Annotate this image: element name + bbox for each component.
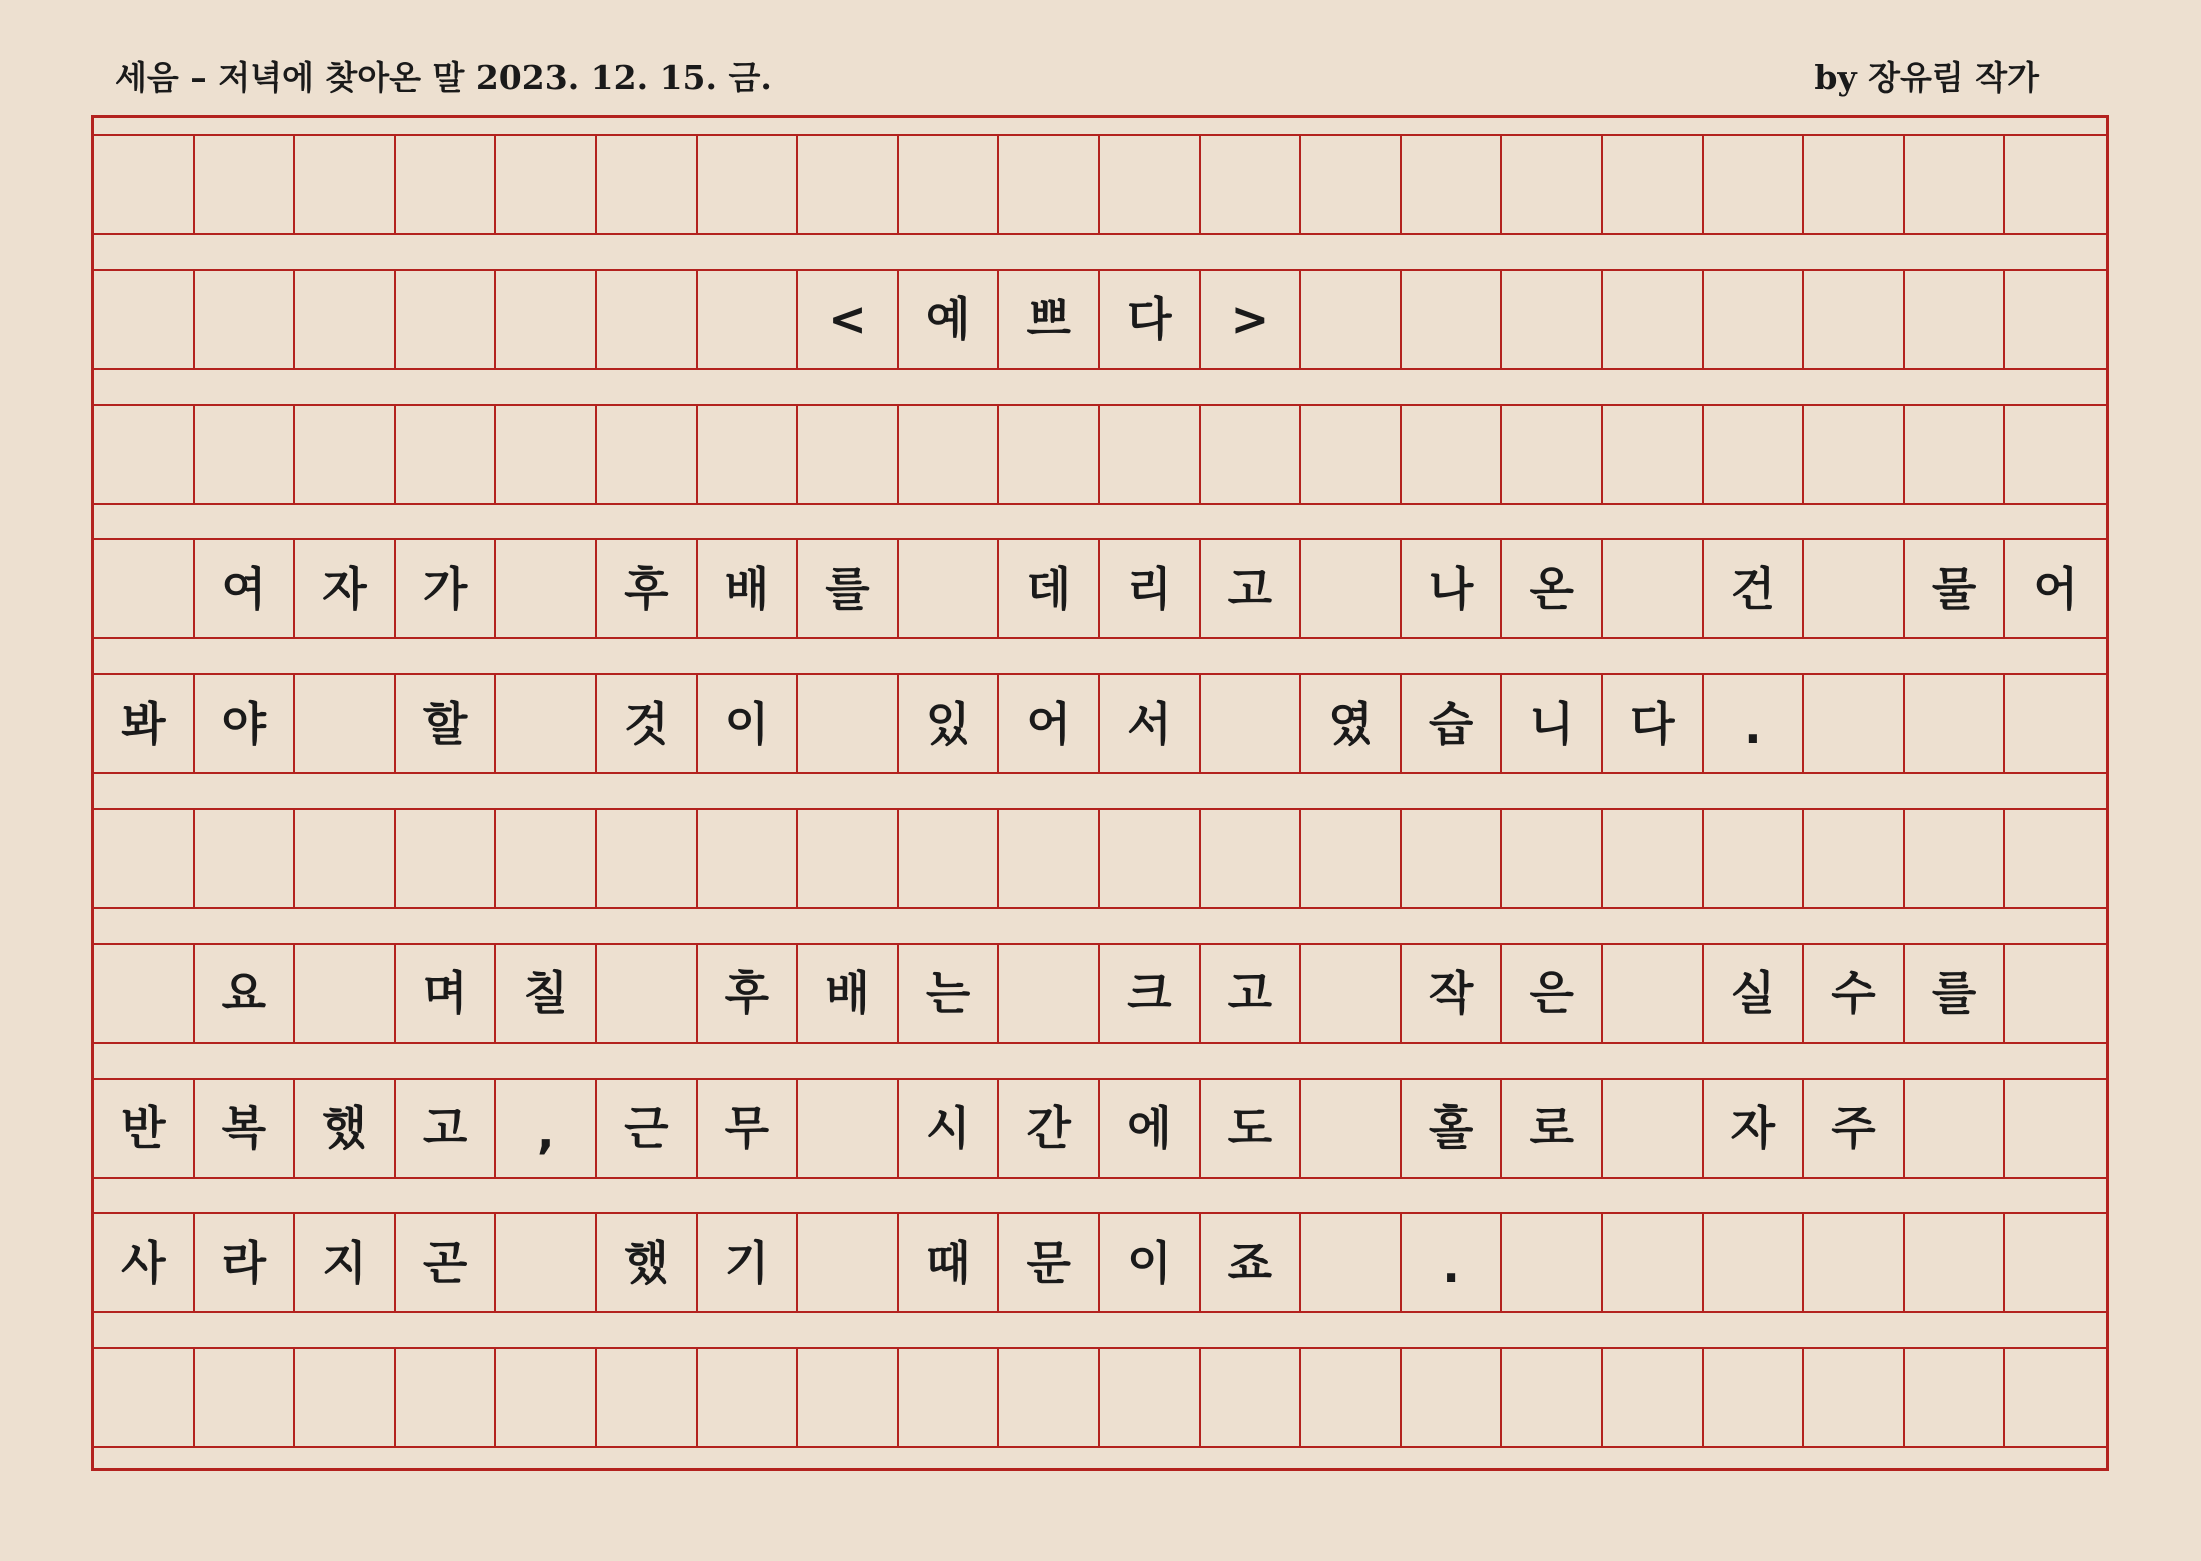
grid-cell [899, 540, 1000, 637]
grid-cell [899, 810, 1000, 907]
grid-cell: 였 [1301, 675, 1402, 772]
grid-cell: 주 [1804, 1080, 1905, 1177]
grid-cell [1502, 136, 1603, 233]
grid-cell [195, 406, 296, 503]
header-title: 세음 – 저녁에 찾아온 말 2023. 12. 15. 금. [115, 58, 772, 97]
grid-row [94, 1078, 2106, 1179]
grid-cell: 때 [899, 1214, 1000, 1311]
grid-cell [295, 810, 396, 907]
grid-cell: 가 [396, 540, 497, 637]
grid-cell: 곤 [396, 1214, 497, 1311]
grid-cell [496, 1349, 597, 1446]
grid-cell [1905, 675, 2006, 772]
grid-cell: 로 [1502, 1080, 1603, 1177]
grid-cell: 는 [899, 945, 1000, 1042]
grid-row [94, 538, 2106, 639]
grid-cell: 예 [899, 271, 1000, 368]
grid-cell [999, 945, 1100, 1042]
grid-cell [195, 810, 296, 907]
grid-cell [1704, 271, 1805, 368]
grid-cell: . [1402, 1214, 1503, 1311]
grid-cell: 니 [1502, 675, 1603, 772]
grid-cell [1704, 810, 1805, 907]
grid-cell [999, 406, 1100, 503]
grid-cell [2005, 406, 2106, 503]
grid-cell [1502, 810, 1603, 907]
grid-cell: 고 [1201, 945, 1302, 1042]
grid-cell [597, 136, 698, 233]
grid-cell [1804, 1214, 1905, 1311]
grid-cell [698, 136, 799, 233]
grid-cell: 문 [999, 1214, 1100, 1311]
grid-cell [396, 271, 497, 368]
grid-cell: 고 [1201, 540, 1302, 637]
grid-cell: 요 [195, 945, 296, 1042]
grid-cell [496, 1214, 597, 1311]
grid-row [94, 943, 2106, 1044]
grid-cell [295, 271, 396, 368]
grid-cell [798, 675, 899, 772]
grid-row [94, 134, 2106, 235]
grid-cell: 며 [396, 945, 497, 1042]
grid-cell: 도 [1201, 1080, 1302, 1177]
grid-cell [1603, 1080, 1704, 1177]
grid-cell [1402, 1349, 1503, 1446]
grid-cell [1905, 406, 2006, 503]
grid-cell [195, 271, 296, 368]
grid-cell: 온 [1502, 540, 1603, 637]
grid-cell [2005, 271, 2106, 368]
grid-cell [1704, 406, 1805, 503]
grid-cell [496, 271, 597, 368]
grid-cell [1402, 810, 1503, 907]
grid-cell [1301, 1080, 1402, 1177]
grid-cell [1704, 1214, 1805, 1311]
grid-cell [1603, 1214, 1704, 1311]
grid-cell [94, 945, 195, 1042]
grid-cell [1905, 271, 2006, 368]
grid-cell [798, 136, 899, 233]
grid-row [94, 404, 2106, 505]
grid-cell [1100, 136, 1201, 233]
grid-cell [798, 1349, 899, 1446]
grid-cell: 복 [195, 1080, 296, 1177]
grid-cell [496, 810, 597, 907]
grid-cell [1704, 136, 1805, 233]
grid-cell [1603, 540, 1704, 637]
grid-cell [496, 540, 597, 637]
grid-row [94, 1212, 2106, 1313]
grid-cell [1201, 136, 1302, 233]
grid-cell [396, 1349, 497, 1446]
grid-cell: 리 [1100, 540, 1201, 637]
grid-cell: < [798, 271, 899, 368]
grid-cell: 수 [1804, 945, 1905, 1042]
grid-cell [1301, 810, 1402, 907]
grid-cell [698, 271, 799, 368]
grid-cell [798, 406, 899, 503]
grid-cell [295, 675, 396, 772]
grid-cell: 간 [999, 1080, 1100, 1177]
grid-cell: 있 [899, 675, 1000, 772]
grid-cell: 실 [1704, 945, 1805, 1042]
grid-cell [1603, 136, 1704, 233]
grid-cell: 쁘 [999, 271, 1100, 368]
grid-cell: 다 [1603, 675, 1704, 772]
grid-cell: 시 [899, 1080, 1000, 1177]
grid-cell [1201, 1349, 1302, 1446]
grid-cell [2005, 1080, 2106, 1177]
grid-cell: 후 [698, 945, 799, 1042]
grid-cell: 죠 [1201, 1214, 1302, 1311]
grid-cell [195, 136, 296, 233]
grid-cell [1301, 406, 1402, 503]
grid-cell [1502, 1349, 1603, 1446]
grid-cell [1301, 1349, 1402, 1446]
grid-cell [1100, 810, 1201, 907]
grid-cell: 후 [597, 540, 698, 637]
grid-cell: 기 [698, 1214, 799, 1311]
grid-cell [798, 1080, 899, 1177]
grid-cell: , [496, 1080, 597, 1177]
grid-cell: 를 [1905, 945, 2006, 1042]
grid-cell [1804, 540, 1905, 637]
grid-cell [94, 136, 195, 233]
grid-cell [999, 136, 1100, 233]
grid-cell: 근 [597, 1080, 698, 1177]
grid-cell: 무 [698, 1080, 799, 1177]
grid-cell: 했 [597, 1214, 698, 1311]
grid-cell [1502, 1214, 1603, 1311]
grid-cell [1301, 271, 1402, 368]
grid-cell [1301, 1214, 1402, 1311]
grid-cell [1402, 271, 1503, 368]
grid-cell: 에 [1100, 1080, 1201, 1177]
grid-cell [597, 945, 698, 1042]
grid-cell: 자 [1704, 1080, 1805, 1177]
grid-cell: 데 [999, 540, 1100, 637]
manuscript-sheet [91, 115, 2109, 1471]
grid-cell [1804, 136, 1905, 233]
grid-cell: 를 [798, 540, 899, 637]
grid-cell: 여 [195, 540, 296, 637]
grid-cell [1301, 136, 1402, 233]
grid-cell: 배 [798, 945, 899, 1042]
grid-cell: 작 [1402, 945, 1503, 1042]
grid-cell: 건 [1704, 540, 1805, 637]
grid-cell: 봐 [94, 675, 195, 772]
grid-cell [1603, 810, 1704, 907]
grid-cell [1804, 675, 1905, 772]
grid-cell [1502, 271, 1603, 368]
grid-cell [1603, 945, 1704, 1042]
grid-cell: 이 [1100, 1214, 1201, 1311]
grid-cell [899, 406, 1000, 503]
grid-cell [195, 1349, 296, 1446]
grid-cell [94, 271, 195, 368]
grid-cell [295, 1349, 396, 1446]
grid-cell: 라 [195, 1214, 296, 1311]
grid-cell [1201, 675, 1302, 772]
grid-cell [999, 1349, 1100, 1446]
grid-cell [597, 406, 698, 503]
grid-cell [1301, 540, 1402, 637]
grid-cell [798, 810, 899, 907]
grid-cell: 고 [396, 1080, 497, 1177]
grid-cell: 반 [94, 1080, 195, 1177]
grid-cell: 자 [295, 540, 396, 637]
grid-cell [1502, 406, 1603, 503]
grid-cell [1905, 136, 2006, 233]
grid-cell [1905, 1214, 2006, 1311]
grid-cell: 나 [1402, 540, 1503, 637]
grid-cell: 했 [295, 1080, 396, 1177]
grid-cell [1402, 406, 1503, 503]
grid-row [94, 1347, 2106, 1448]
grid-cell [94, 810, 195, 907]
grid-cell: 은 [1502, 945, 1603, 1042]
grid-cell [2005, 1349, 2106, 1446]
grid-cell [1804, 1349, 1905, 1446]
header-author: by 장유림 작가 [1814, 58, 2039, 97]
grid-cell [94, 406, 195, 503]
grid-cell [2005, 810, 2106, 907]
grid-cell [1905, 810, 2006, 907]
grid-cell [295, 945, 396, 1042]
grid-cell [698, 1349, 799, 1446]
grid-cell [999, 810, 1100, 907]
grid-cell [496, 675, 597, 772]
grid-cell [899, 1349, 1000, 1446]
grid-cell: 이 [698, 675, 799, 772]
grid-cell [1804, 810, 1905, 907]
grid-row [94, 808, 2106, 909]
grid-cell [94, 1349, 195, 1446]
grid-cell: 야 [195, 675, 296, 772]
grid-cell: . [1704, 675, 1805, 772]
grid-cell [798, 1214, 899, 1311]
grid-cell: 어 [2033, 561, 2078, 616]
grid-cell [1201, 406, 1302, 503]
grid-cell [1804, 271, 1905, 368]
grid-cell [2005, 136, 2106, 233]
grid-cell [597, 1349, 698, 1446]
grid-cell: 할 [396, 675, 497, 772]
grid-cell [899, 136, 1000, 233]
grid-cell [2005, 945, 2106, 1042]
grid-cell [1603, 271, 1704, 368]
grid-cell [1905, 1349, 2006, 1446]
grid-cell [698, 810, 799, 907]
grid-cell [396, 406, 497, 503]
grid-cell [1704, 1349, 1805, 1446]
grid-cell [597, 810, 698, 907]
grid-cell [597, 271, 698, 368]
grid-cell [396, 136, 497, 233]
grid-cell [1100, 1349, 1201, 1446]
grid-cell [94, 540, 195, 637]
grid-cell: 어 [999, 675, 1100, 772]
grid-cell [295, 406, 396, 503]
grid-cell [1201, 810, 1302, 907]
grid-cell: 서 [1100, 675, 1201, 772]
grid-cell [1301, 945, 1402, 1042]
grid-cell: 것 [597, 675, 698, 772]
grid-cell: 습 [1402, 675, 1503, 772]
grid-cell: 홀 [1402, 1080, 1503, 1177]
grid-cell [1603, 1349, 1704, 1446]
grid-cell [396, 810, 497, 907]
grid-cell [1402, 136, 1503, 233]
grid-cell [1100, 406, 1201, 503]
grid-cell: > [1201, 271, 1302, 368]
grid-row [94, 673, 2106, 774]
grid-cell [496, 406, 597, 503]
grid-cell [1804, 406, 1905, 503]
grid-cell: 칠 [496, 945, 597, 1042]
grid-cell [2005, 1214, 2106, 1311]
grid-cell: 사 [94, 1214, 195, 1311]
grid-cell: 다 [1100, 271, 1201, 368]
grid-cell: 물 [1905, 540, 2006, 637]
grid-row [94, 269, 2106, 370]
grid-cell: 크 [1100, 945, 1201, 1042]
grid-cell [295, 136, 396, 233]
grid-cell: 지 [295, 1214, 396, 1311]
grid-cell [1603, 406, 1704, 503]
grid-cell: 배 [698, 540, 799, 637]
grid-cell [2005, 675, 2106, 772]
grid-cell [698, 406, 799, 503]
grid-cell [1905, 1080, 2006, 1177]
grid-cell [496, 136, 597, 233]
